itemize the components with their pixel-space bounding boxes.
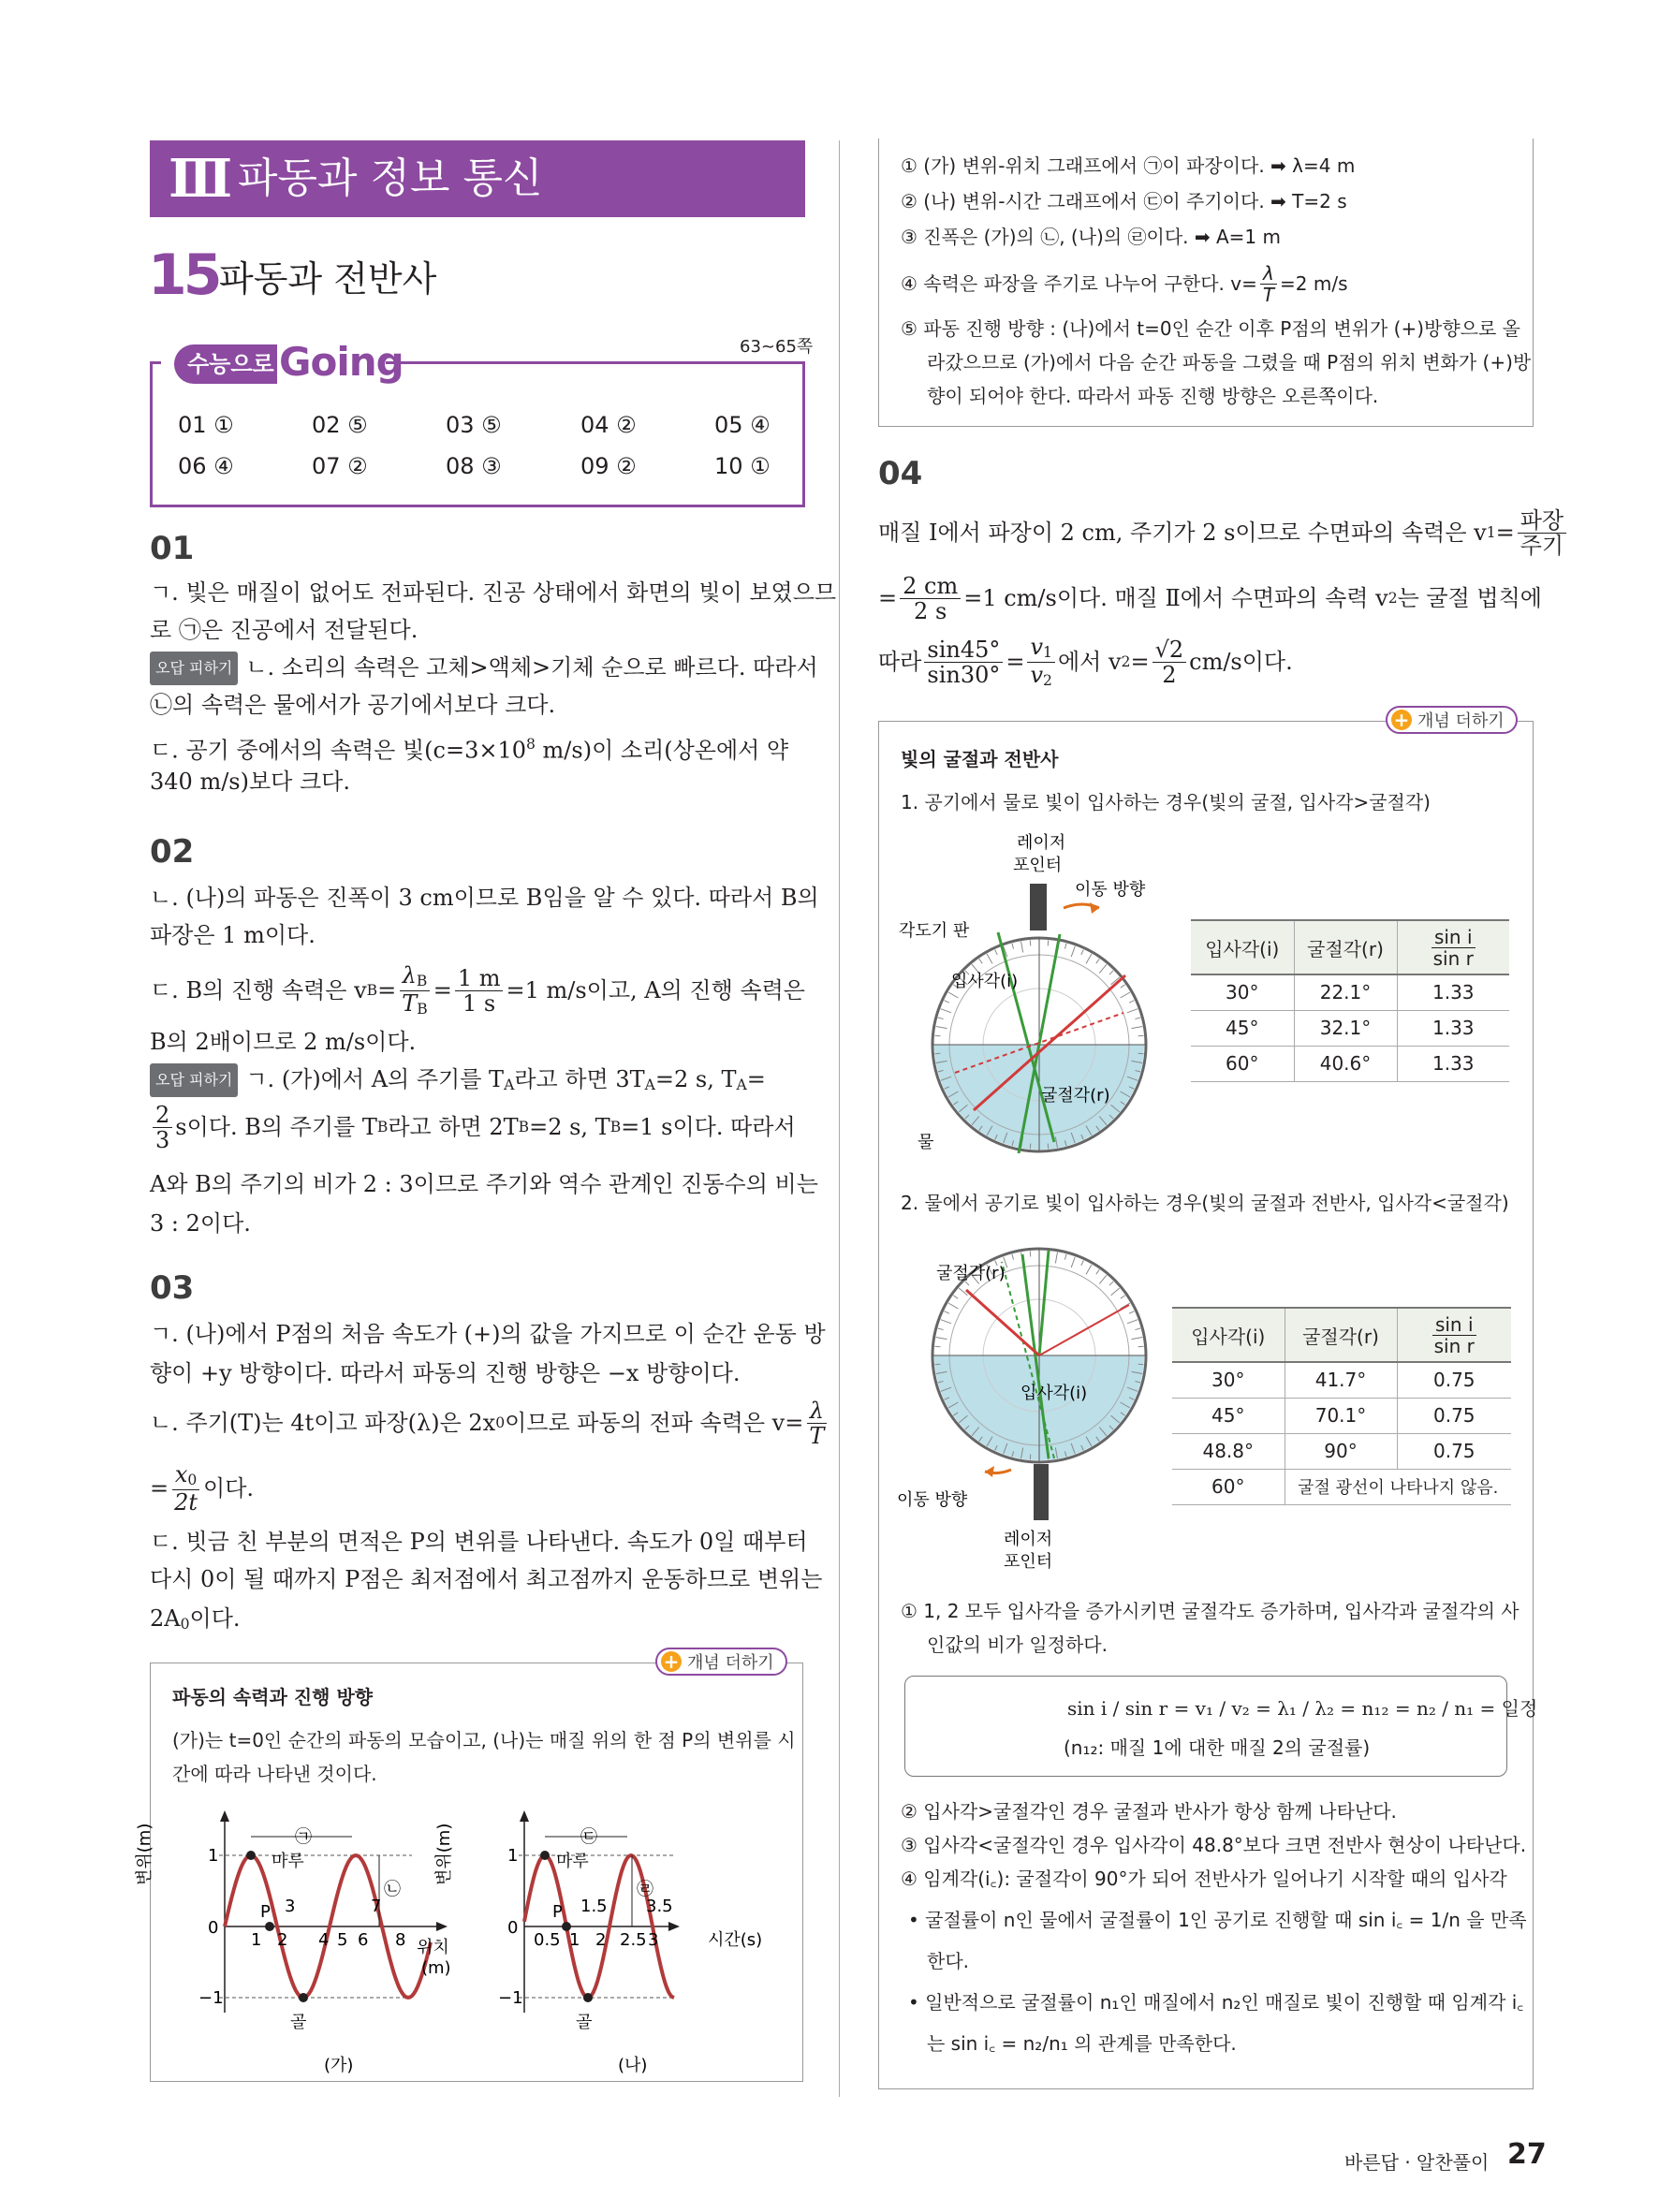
note4: ④ 임계각(i꜀): 굴절각이 90°가 되어 전반사가 일어나기 시작할 때의 입사각 (901, 1868, 1507, 1890)
box1-desc2: 간에 따라 나타낸 것이다. (172, 1763, 377, 1785)
protractor-diagram-2 (899, 1234, 1180, 1571)
q01-line6: 340 m/s)보다 크다. (150, 769, 350, 795)
q04-line2: = $\frac{2 cm}{2 s}$ =1 cm/s이다. 매질 Ⅱ에서 수면파의 속력 v 2 는 굴절 법칙에 (878, 572, 1542, 624)
q03-line7: $2A_0$이다. (150, 1605, 241, 1633)
page-number: 27 (1507, 2138, 1547, 2171)
svg-text:이동 방향: 이동 방향 (1075, 880, 1146, 900)
svg-text:물: 물 (918, 1133, 934, 1152)
formula-note: (n₁₂: 매질 1에 대한 매질 2의 굴절률) (1064, 1736, 1371, 1759)
svg-text:0.5: 0.5 (534, 1930, 561, 1950)
q02-line6: $\frac{2}{3}$ s이다. B의 주기를 T B 라고 하면 2T B =2 s, T B =1 s이다. 따라서 (150, 1099, 796, 1155)
answer: 01 ① (178, 412, 234, 438)
answer: 08 ③ (446, 453, 502, 479)
going-brand: 수능으로 (187, 351, 274, 377)
svg-text:마루: 마루 (556, 1852, 589, 1871)
note1b: 인값의 비가 일정하다. (927, 1633, 1108, 1656)
answer: 10 ① (714, 453, 771, 479)
note2: ② 입사각>굴절각인 경우 굴절과 반사가 항상 함께 나타난다. (901, 1800, 1397, 1823)
svg-text:(가): (가) (324, 2056, 354, 2075)
svg-text:시간(s): 시간(s) (708, 1930, 763, 1950)
svg-text:6: 6 (358, 1930, 369, 1950)
svg-text:1: 1 (251, 1930, 262, 1950)
q02-line2: 파장은 1 m이다. (150, 922, 316, 948)
protractor-diagram-1 (899, 829, 1180, 1166)
box2-title: 빛의 굴절과 전반사 (901, 748, 1059, 770)
svg-text:(나): (나) (618, 2056, 648, 2075)
bullet1b: 한다. (927, 1950, 969, 1972)
svg-text:2: 2 (277, 1930, 288, 1950)
question-number: 04 (878, 455, 923, 492)
svg-text:3: 3 (648, 1930, 659, 1950)
svg-text:0: 0 (507, 1918, 519, 1938)
svg-text:−1: −1 (498, 1988, 523, 2008)
footer-label: 바른답 · 알찬풀이 (1344, 2151, 1490, 2174)
q02-line3: ㄷ. B의 진행 속력은 v B = $\frac{\lambda_B}{T_B}$ = $\frac{1 m}{1 s}$ =1 m/s이고, A의 진행 속력은 (150, 962, 805, 1018)
svg-text:1: 1 (569, 1930, 580, 1950)
q01-line2: 로 ㉠은 진공에서 전달된다. (150, 617, 418, 643)
graph-na (434, 1810, 762, 2075)
svg-text:5: 5 (337, 1930, 348, 1950)
svg-text:7: 7 (371, 1897, 382, 1916)
svg-text:굴절각(r): 굴절각(r) (1041, 1086, 1110, 1106)
note3: ③ 입사각<굴절각인 경우 입사각이 48.8°보다 크면 전반사 현상이 나타난다. (901, 1834, 1527, 1856)
top-item5b: 라갔으므로 (가)에서 다음 순간 파동을 그렸을 때 P점의 위치 변화가 (+)방 (927, 351, 1532, 374)
q01-line5: ㄷ. 공기 중에서의 속력은 빛($c=3\times 10^8$ m/s)이 소리(상온에서 약 (150, 736, 789, 764)
y-axis-label: 변위(m) (135, 1823, 154, 1885)
q01-line1: ㄱ. 빛은 매질이 없어도 전파된다. 진공 상태에서 화면의 빛이 보였으므 (150, 579, 837, 606)
svg-text:3.5: 3.5 (646, 1897, 673, 1916)
question-number: 01 (150, 530, 195, 567)
svg-text:변위(m): 변위(m) (434, 1823, 454, 1885)
svg-text:1: 1 (208, 1846, 219, 1866)
top-item2: ② (나) 변위-시간 그래프에서 ㉢이 주기이다. ➡ T=2 s (901, 190, 1347, 212)
concept-badge: + 개념 더하기 (655, 1648, 787, 1676)
svg-text:㉡: ㉡ (384, 1880, 401, 1899)
answer: 09 ② (580, 453, 637, 479)
q03-line3: ㄴ. 주기(T)는 4t이고 파장(λ)은 2x 0 이므로 파동의 전파 속력은 v= $\frac{\lambda}{T}$ (150, 1395, 830, 1451)
top-item5c: 향이 되어야 한다. 따라서 파동 진행 방향은 오른쪽이다. (927, 385, 1379, 407)
trough-label: 골 (290, 2013, 307, 2032)
svg-text:1: 1 (507, 1846, 519, 1866)
svg-text:(m): (m) (421, 1958, 451, 1978)
answer: 04 ② (580, 412, 637, 438)
svg-text:2.5: 2.5 (620, 1930, 647, 1950)
q04-line3: 따라 $\frac{\sin 45^\circ}{\sin 30^\circ}$ = $\frac{v_1}{v_2}$ 에서 v 2 = $\frac{√2}{2}$ cm/s이다. (878, 633, 1293, 689)
top-item1: ① (가) 변위-위치 그래프에서 ㉠이 파장이다. ➡ λ=4 m (901, 154, 1356, 177)
q02-line8: 3 : 2이다. (150, 1210, 251, 1237)
svg-text:2: 2 (595, 1930, 607, 1950)
svg-text:4: 4 (318, 1930, 330, 1950)
unit-number: 15 (148, 242, 219, 308)
svg-text:각도기 판: 각도기 판 (899, 921, 970, 941)
svg-text:입사각(i): 입사각(i) (1020, 1384, 1088, 1403)
chapter-numeral: Ⅲ (169, 148, 233, 210)
svg-text:㉠: ㉠ (295, 1827, 312, 1847)
question-number: 02 (150, 833, 195, 871)
svg-text:굴절각(r): 굴절각(r) (936, 1264, 1006, 1283)
box2-section1: 1. 공기에서 물로 빛이 입사하는 경우(빛의 굴절, 입사각>굴절각) (901, 791, 1431, 813)
chapter-title: 파동과 정보 통신 (238, 154, 543, 202)
svg-text:−1: −1 (198, 1988, 224, 2008)
answer: 07 ② (312, 453, 368, 479)
q03-line6: 다시 0이 될 때까지 P점은 최저점에서 최고점까지 운동하므로 변위는 (150, 1566, 823, 1592)
bullet2: • 일반적으로 굴절률이 n₁인 매질에서 n₂인 매질로 빛이 진행할 때 임계각 i꜀ (908, 1991, 1524, 2014)
svg-text:P: P (260, 1902, 271, 1922)
svg-text:㉣: ㉣ (637, 1880, 653, 1899)
svg-text:포인터: 포인터 (1013, 856, 1063, 875)
answer: 05 ④ (714, 412, 771, 438)
wave-graphs (135, 1797, 803, 2078)
svg-text:레이저: 레이저 (1017, 833, 1066, 853)
svg-text:P: P (552, 1902, 563, 1922)
svg-text:㉢: ㉢ (580, 1827, 597, 1847)
answer: 06 ④ (178, 453, 234, 479)
svg-text:포인터: 포인터 (1004, 1552, 1053, 1572)
top-item4: ④ 속력은 파장을 주기로 나누어 구한다. v= $\frac{\lambda}{T}$ =2 m/s (901, 261, 1348, 306)
svg-text:골: 골 (576, 2013, 593, 2032)
svg-text:0: 0 (208, 1918, 219, 1938)
wrong-answer-badge: 오답 피하기 (150, 652, 238, 685)
q03-line5: ㄷ. 빗금 친 부분의 면적은 P의 변위를 나타낸다. 속도가 0일 때부터 (150, 1529, 808, 1555)
svg-text:8: 8 (395, 1930, 406, 1950)
plus-icon: + (1391, 710, 1412, 730)
unit-title: 파동과 전반사 (219, 258, 437, 300)
answer: 02 ⑤ (312, 412, 368, 438)
svg-text:입사각(i): 입사각(i) (951, 972, 1019, 991)
svg-text:1.5: 1.5 (580, 1897, 608, 1916)
going-brand2: Going (279, 339, 404, 385)
q02-line4: B의 2배이므로 2 m/s이다. (150, 1029, 417, 1055)
box2-section2: 2. 물에서 공기로 빛이 입사하는 경우(빛의 굴절과 전반사, 입사각<굴절각) (901, 1192, 1509, 1214)
q04-line1: 매질 Ⅰ에서 파장이 2 cm, 주기가 2 s이므로 수면파의 속력은 v 1 = $\frac{\text{파장}}{\text{주기}}$ (878, 502, 1569, 564)
top-item5a: ⑤ 파동 진행 방향 : (나)에서 t=0인 순간 이후 P점의 변위가 (+)방향으로 올 (901, 317, 1520, 340)
column-divider (839, 140, 840, 2097)
q03-line2: 향이 +y 방향이다. 따라서 파동의 진행 방향은 −x 방향이다. (150, 1360, 741, 1386)
bullet1: • 굴절률이 n인 물에서 굴절률이 1인 공기로 진행할 때 sin i꜀ = 1/n 을 만족 (908, 1909, 1527, 1931)
q02-line1: ㄴ. (나)의 파동은 진폭이 3 cm이므로 B임을 알 수 있다. 따라서 B의 (150, 885, 819, 911)
refraction-table-1: 입사각(i) 굴절각(r) $\frac{\text{sin i}}{\text{sin r}}$ 30° 22.1° 1.33 45° 32.1° 1.33 60° 40.6° 1.33 (1191, 919, 1509, 1082)
answer: 03 ⑤ (446, 412, 502, 438)
q01-line3: 오답 피하기 ㄴ. 소리의 속력은 고체>액체>기체 순으로 빠르다. 따라서 (150, 652, 818, 685)
svg-text:레이저: 레이저 (1004, 1530, 1053, 1549)
concept-badge: + 개념 더하기 (1386, 706, 1518, 734)
refraction-table-2: 입사각(i) 굴절각(r) $\frac{\text{sin i}}{\text{sin r}}$ 30° 41.7° 0.75 45° 70.1° 0.75 48.8° 90° 0.75 60° 굴절 광선이 나타나지 않음. (1172, 1307, 1511, 1505)
note1: ① 1, 2 모두 입사각을 증가시키면 굴절각도 증가하며, 입사각과 굴절각의 사 (901, 1600, 1520, 1622)
q03-line4: = $\frac{x_0}{2t}$ 이다. (150, 1461, 255, 1516)
svg-text:이동 방향: 이동 방향 (897, 1490, 968, 1510)
svg-text:위치: 위치 (417, 1938, 449, 1957)
crest-label: 마루 (272, 1852, 304, 1871)
question-number: 03 (150, 1269, 195, 1307)
bullet2b: 는 sin i꜀ = n₂/n₁ 의 관계를 만족한다. (927, 2032, 1237, 2055)
svg-text:3: 3 (285, 1897, 296, 1916)
q01-line4: ㉡의 속력은 물에서가 공기에서보다 크다. (150, 692, 556, 718)
top-item3: ③ 진폭은 (가)의 ㉡, (나)의 ㉣이다. ➡ A=1 m (901, 226, 1281, 248)
q02-line5: 오답 피하기 ㄱ. (가)에서 A의 주기를 $T_A$라고 하면 $3T_A=2$ s, $T_A=$ (150, 1063, 766, 1101)
graph-ga (135, 1810, 451, 2075)
box1-desc1: (가)는 t=0인 순간의 파동의 모습이고, (나)는 매질 위의 한 점 P의 변위를 시 (172, 1729, 796, 1751)
plus-icon: + (661, 1651, 682, 1672)
formula: sin i / sin r = v₁ / v₂ = λ₁ / λ₂ = n₁₂ = n₂ / n₁ = 일정 (1067, 1697, 1538, 1720)
going-pages: 63~65쪽 (740, 337, 814, 357)
q02-line7: A와 B의 주기의 비가 2 : 3이므로 주기와 역수 관계인 진동수의 비는 (150, 1171, 818, 1197)
box1-title: 파동의 속력과 진행 방향 (172, 1686, 374, 1708)
q03-line1: ㄱ. (나)에서 P점의 처음 속도가 (+)의 값을 가지므로 이 순간 운동 방 (150, 1321, 826, 1347)
